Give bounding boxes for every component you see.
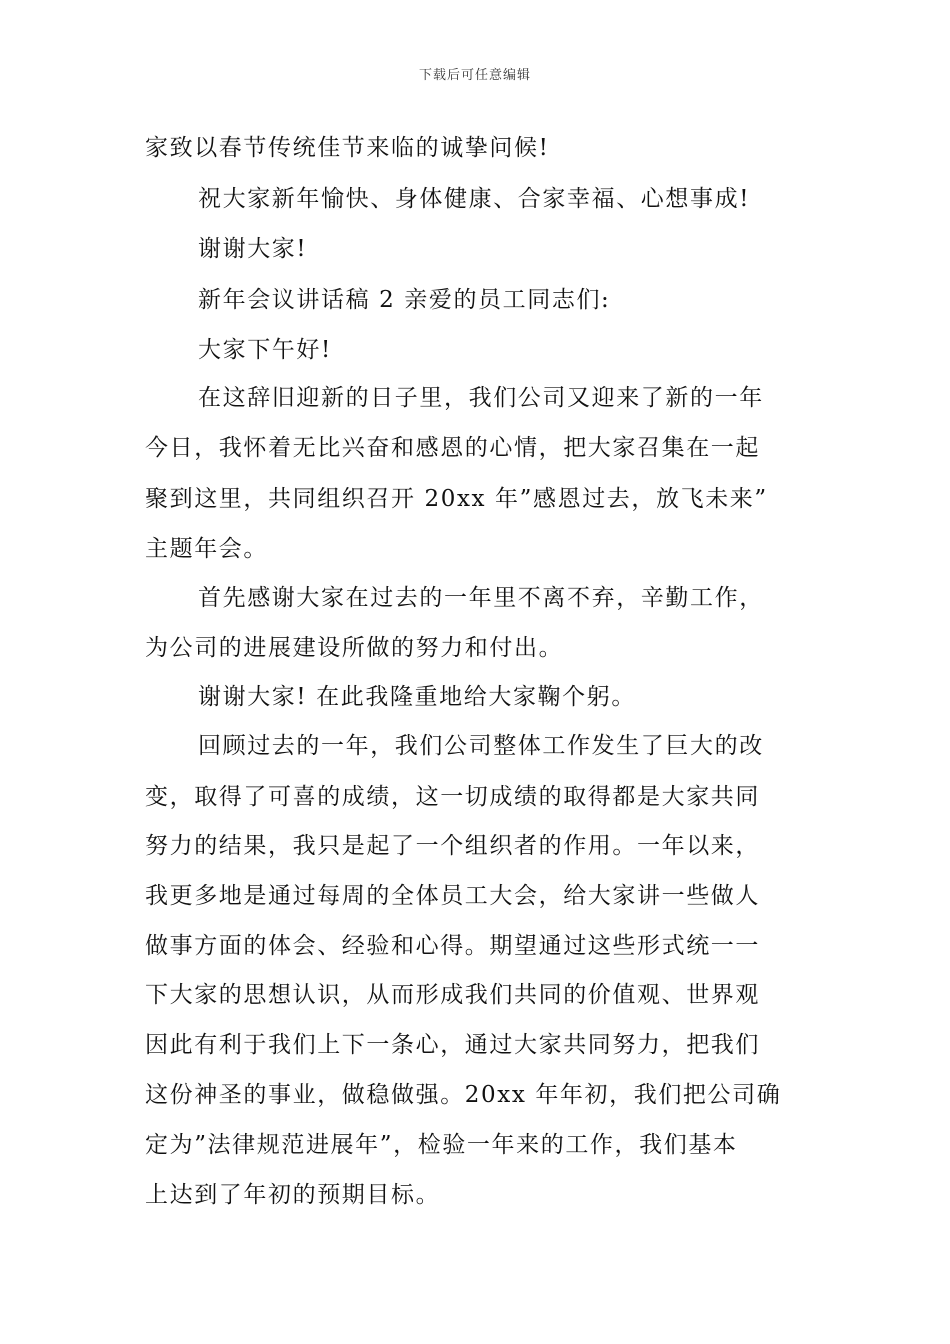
text-line: 主题年会。 [145,536,268,562]
text-line: 家致以春节传统佳节来临的诚挚问候! [145,135,550,161]
text-line: 定为”法律规范进展年”，检验一年来的工作，我们基本 [145,1132,738,1158]
text-line: 因此有利于我们上下一条心，通过大家共同努力，把我们 [145,1032,760,1058]
text-line: 首先感谢大家在过去的一年里不离不弃，辛勤工作， [198,585,764,611]
text-line: 今日，我怀着无比兴奋和感恩的心情，把大家召集在一起 [145,435,760,461]
text-line: 我更多地是通过每周的全体员工大会，给大家讲一些做人 [145,883,760,909]
text-line: 回顾过去的一年，我们公司整体工作发生了巨大的改 [198,733,764,759]
text-line: 新年会议讲话稿 2 亲爱的员工同志们: [198,287,611,313]
text-line: 谢谢大家! 在此我隆重地给大家鞠个躬。 [198,684,636,710]
page-header: 下载后可任意编辑 [418,68,531,83]
text-line: 努力的结果，我只是起了一个组织者的作用。一年以来， [145,833,760,859]
text-line: 大家下午好! [198,337,332,363]
text-line: 下大家的思想认识，从而形成我们共同的价值观、世界观 [145,982,760,1008]
text-line: 聚到这里，共同组织召开 20xx 年”感恩过去，放飞未来” [145,486,768,512]
text-line: 为公司的进展建设所做的努力和付出。 [145,635,564,661]
text-line: 这份神圣的事业，做稳做强。20xx 年年初，我们把公司确 [145,1082,782,1108]
text-line: 上达到了年初的预期目标。 [145,1182,441,1208]
text-line: 祝大家新年愉快、身体健康、合家幸福、心想事成! [198,186,751,212]
text-line: 在这辞旧迎新的日子里，我们公司又迎来了新的一年 [198,385,764,411]
text-line: 做事方面的体会、经验和心得。期望通过这些形式统一一 [145,933,760,959]
text-line: 谢谢大家! [198,236,308,262]
text-line: 变，取得了可喜的成绩，这一切成绩的取得都是大家共同 [145,784,760,810]
